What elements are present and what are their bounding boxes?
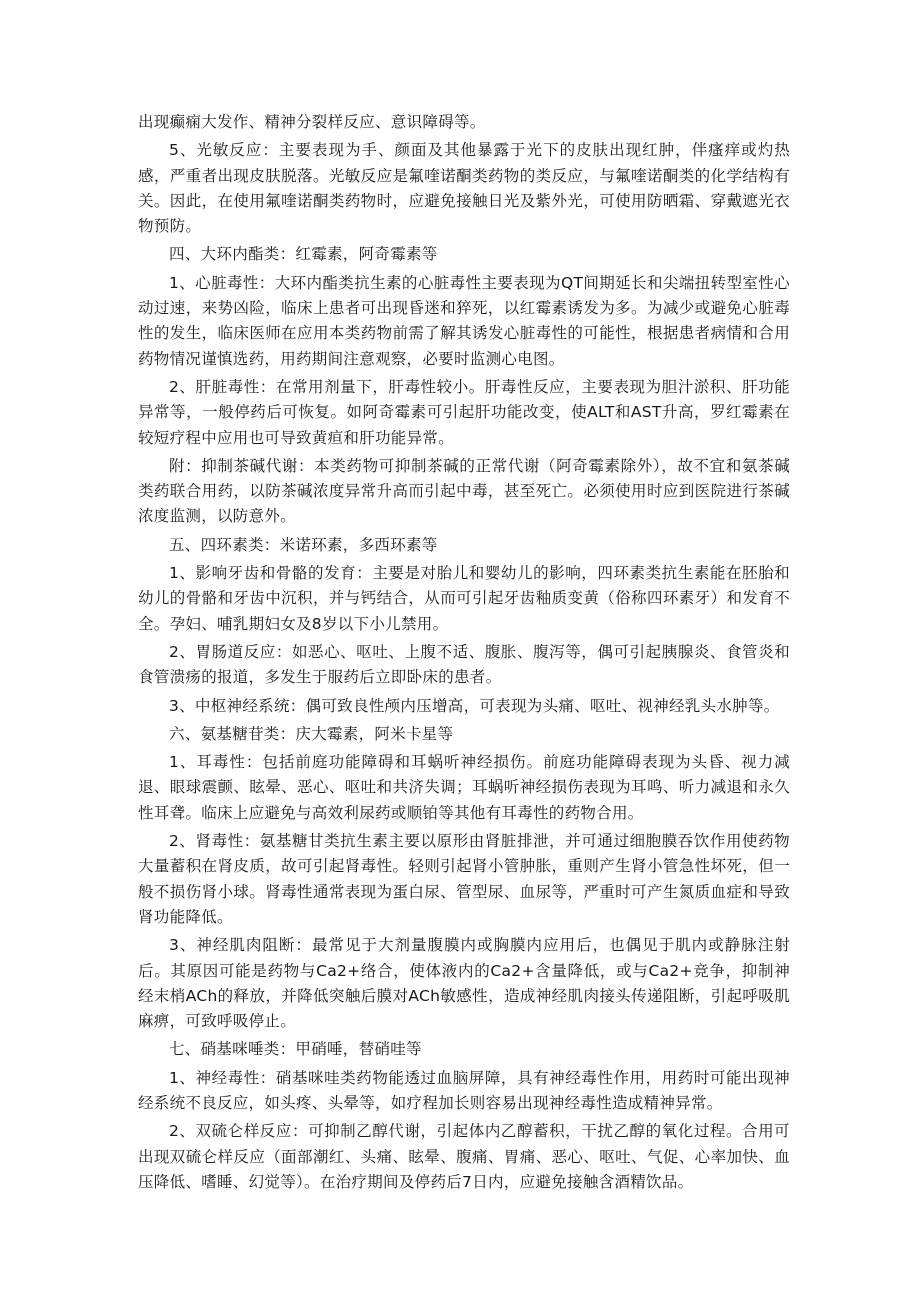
paragraph-disulfiram-reaction: 2、双硫仑样反应：可抑制乙醇代谢，引起体内乙醇蓄积，干扰乙醇的氧化过程。合用可出现双硫仑样反应（面部潮红、头痛、眩晕、腹痛、胃痛、恶心、呕吐、气促、心率加快、血压降低、嗜睡、幻觉等）。在治疗期间及停药后7日内，应避免接触含酒精饮品。 xyxy=(138,1122,790,1191)
paragraph-neuromuscular-block: 3、神经肌肉阻断：最常见于大剂量腹膜内或胸膜内应用后，也偶见于肌内或静脉注射后。其原因可能是药物与Ca2+络合，使体液内的Ca2+含量降低，或与Ca2+竞争，抑制神经末梢ACh的释放，并降低突触后膜对ACh敏感性，造成神经肌肉接头传递阻断，引起呼吸肌麻痹，可致呼吸停止。 xyxy=(138,936,790,1031)
paragraph-photosensitivity: 5、光敏反应：主要表现为手、颜面及其他暴露于光下的皮肤出现红肿，伴瘙痒或灼热感，严重者出现皮肤脱落。光敏反应是氟喹诺酮类药物的类反应，与氟喹诺酮类的化学结构有关。因此，在使用氟喹诺酮类药物时，应避免接触日光及紫外光，可使用防晒霜、穿戴遮光衣物预防。 xyxy=(138,141,790,236)
paragraph-ototoxicity: 1、耳毒性：包括前庭功能障碍和耳蜗听神经损伤。前庭功能障碍表现为头昏、视力减退、眼球震颤、眩晕、恶心、呕吐和共济失调；耳蜗听神经损伤表现为耳鸣、听力减退和永久性耳聋。临床上应避免与高效利尿药或顺铂等其他有耳毒性的药物合用。 xyxy=(138,753,790,822)
paragraph-cardiotoxicity: 1、心脏毒性：大环内酯类抗生素的心脏毒性主要表现为QT间期延长和尖端扭转型室性心动过速，来势凶险，临床上患者可出现昏迷和猝死，以红霉素诱发为多。为减少或避免心脏毒性的发生，临床医师在应用本类药物前需了解其诱发心脏毒性的可能性，根据患者病情和合用药物情况谨慎选药，用药期间注意观察，必要时监测心电图。 xyxy=(138,273,790,368)
paragraph-cns: 3、中枢神经系统：偶可致良性颅内压增高，可表现为头痛、呕吐、视神经乳头水肿等。 xyxy=(169,696,780,715)
document-page xyxy=(138,110,790,1198)
paragraph-theophylline-note: 附：抑制茶碱代谢：本类药物可抑制茶碱的正常代谢（阿奇霉素除外），故不宜和氨茶碱类药联合用药，以防茶碱浓度异常升高而引起中毒，甚至死亡。必须使用时应到医院进行茶碱浓度监测，以防意外。 xyxy=(138,456,790,526)
paragraph-gastrointestinal: 2、胃肠道反应：如恶心、呕吐、上腹不适、腹胀、腹泻等，偶可引起胰腺炎、食管炎和食管溃疡的报道，多发生于服药后立即卧床的患者。 xyxy=(138,642,790,687)
paragraph-neurotoxicity: 1、神经毒性：硝基咪哇类药物能透过血脑屏障，具有神经毒性作用，用药时可能出现神经系统不良反应，如头疼、头晕等，如疗程加长则容易出现神经毒性造成精神异常。 xyxy=(138,1068,790,1112)
paragraph-continuation: 出现癫痫大发作、精神分裂样反应、意识障碍等。 xyxy=(138,113,486,131)
section-heading-aminoglycosides: 六、氨基糖苷类：庆大霉素，阿米卡星等 xyxy=(169,724,454,743)
section-heading-nitroimidazoles: 七、硝基咪唾类：甲硝唾，替硝哇等 xyxy=(169,1040,422,1059)
paragraph-hepatotoxicity: 2、肝脏毒性：在常用剂量下，肝毒性较小。肝毒性反应，主要表现为胆汁淤积、肝功能异常等，一般停药后可恢复。如阿奇霉素可引起肝功能改变，使ALT和AST升高，罗红霉素在较短疗程中应用也可导致黄疸和肝功能异常。 xyxy=(138,377,790,447)
paragraph-teeth-bone: 1、影响牙齿和骨骼的发育：主要是对胎儿和婴幼儿的影响，四环素类抗生素能在胚胎和幼儿的骨骼和牙齿中沉积，并与钙结合，从而可引起牙齿釉质变黄（俗称四环素牙）和发育不全。孕妇、哺乳期妇女及8岁以下小儿禁用。 xyxy=(138,564,790,633)
paragraph-nephrotoxicity: 2、肾毒性：氨基糖甘类抗生素主要以原形由肾脏排泄，并可通过细胞膜吞饮作用使药物大量蓄积在肾皮质，故可引起肾毒性。轻则引起肾小管肿胀，重则产生肾小管急性坏死，但一般不损伤肾小球。肾毒性通常表现为蛋白尿、管型尿、血尿等，严重时可产生氮质血症和导致肾功能降低。 xyxy=(138,832,790,926)
section-heading-macrolides: 四、大环内酯类：红霉素，阿奇霉素等 xyxy=(169,245,438,264)
section-heading-tetracyclines: 五、四环素类：米诺环素，多西环素等 xyxy=(169,535,438,554)
